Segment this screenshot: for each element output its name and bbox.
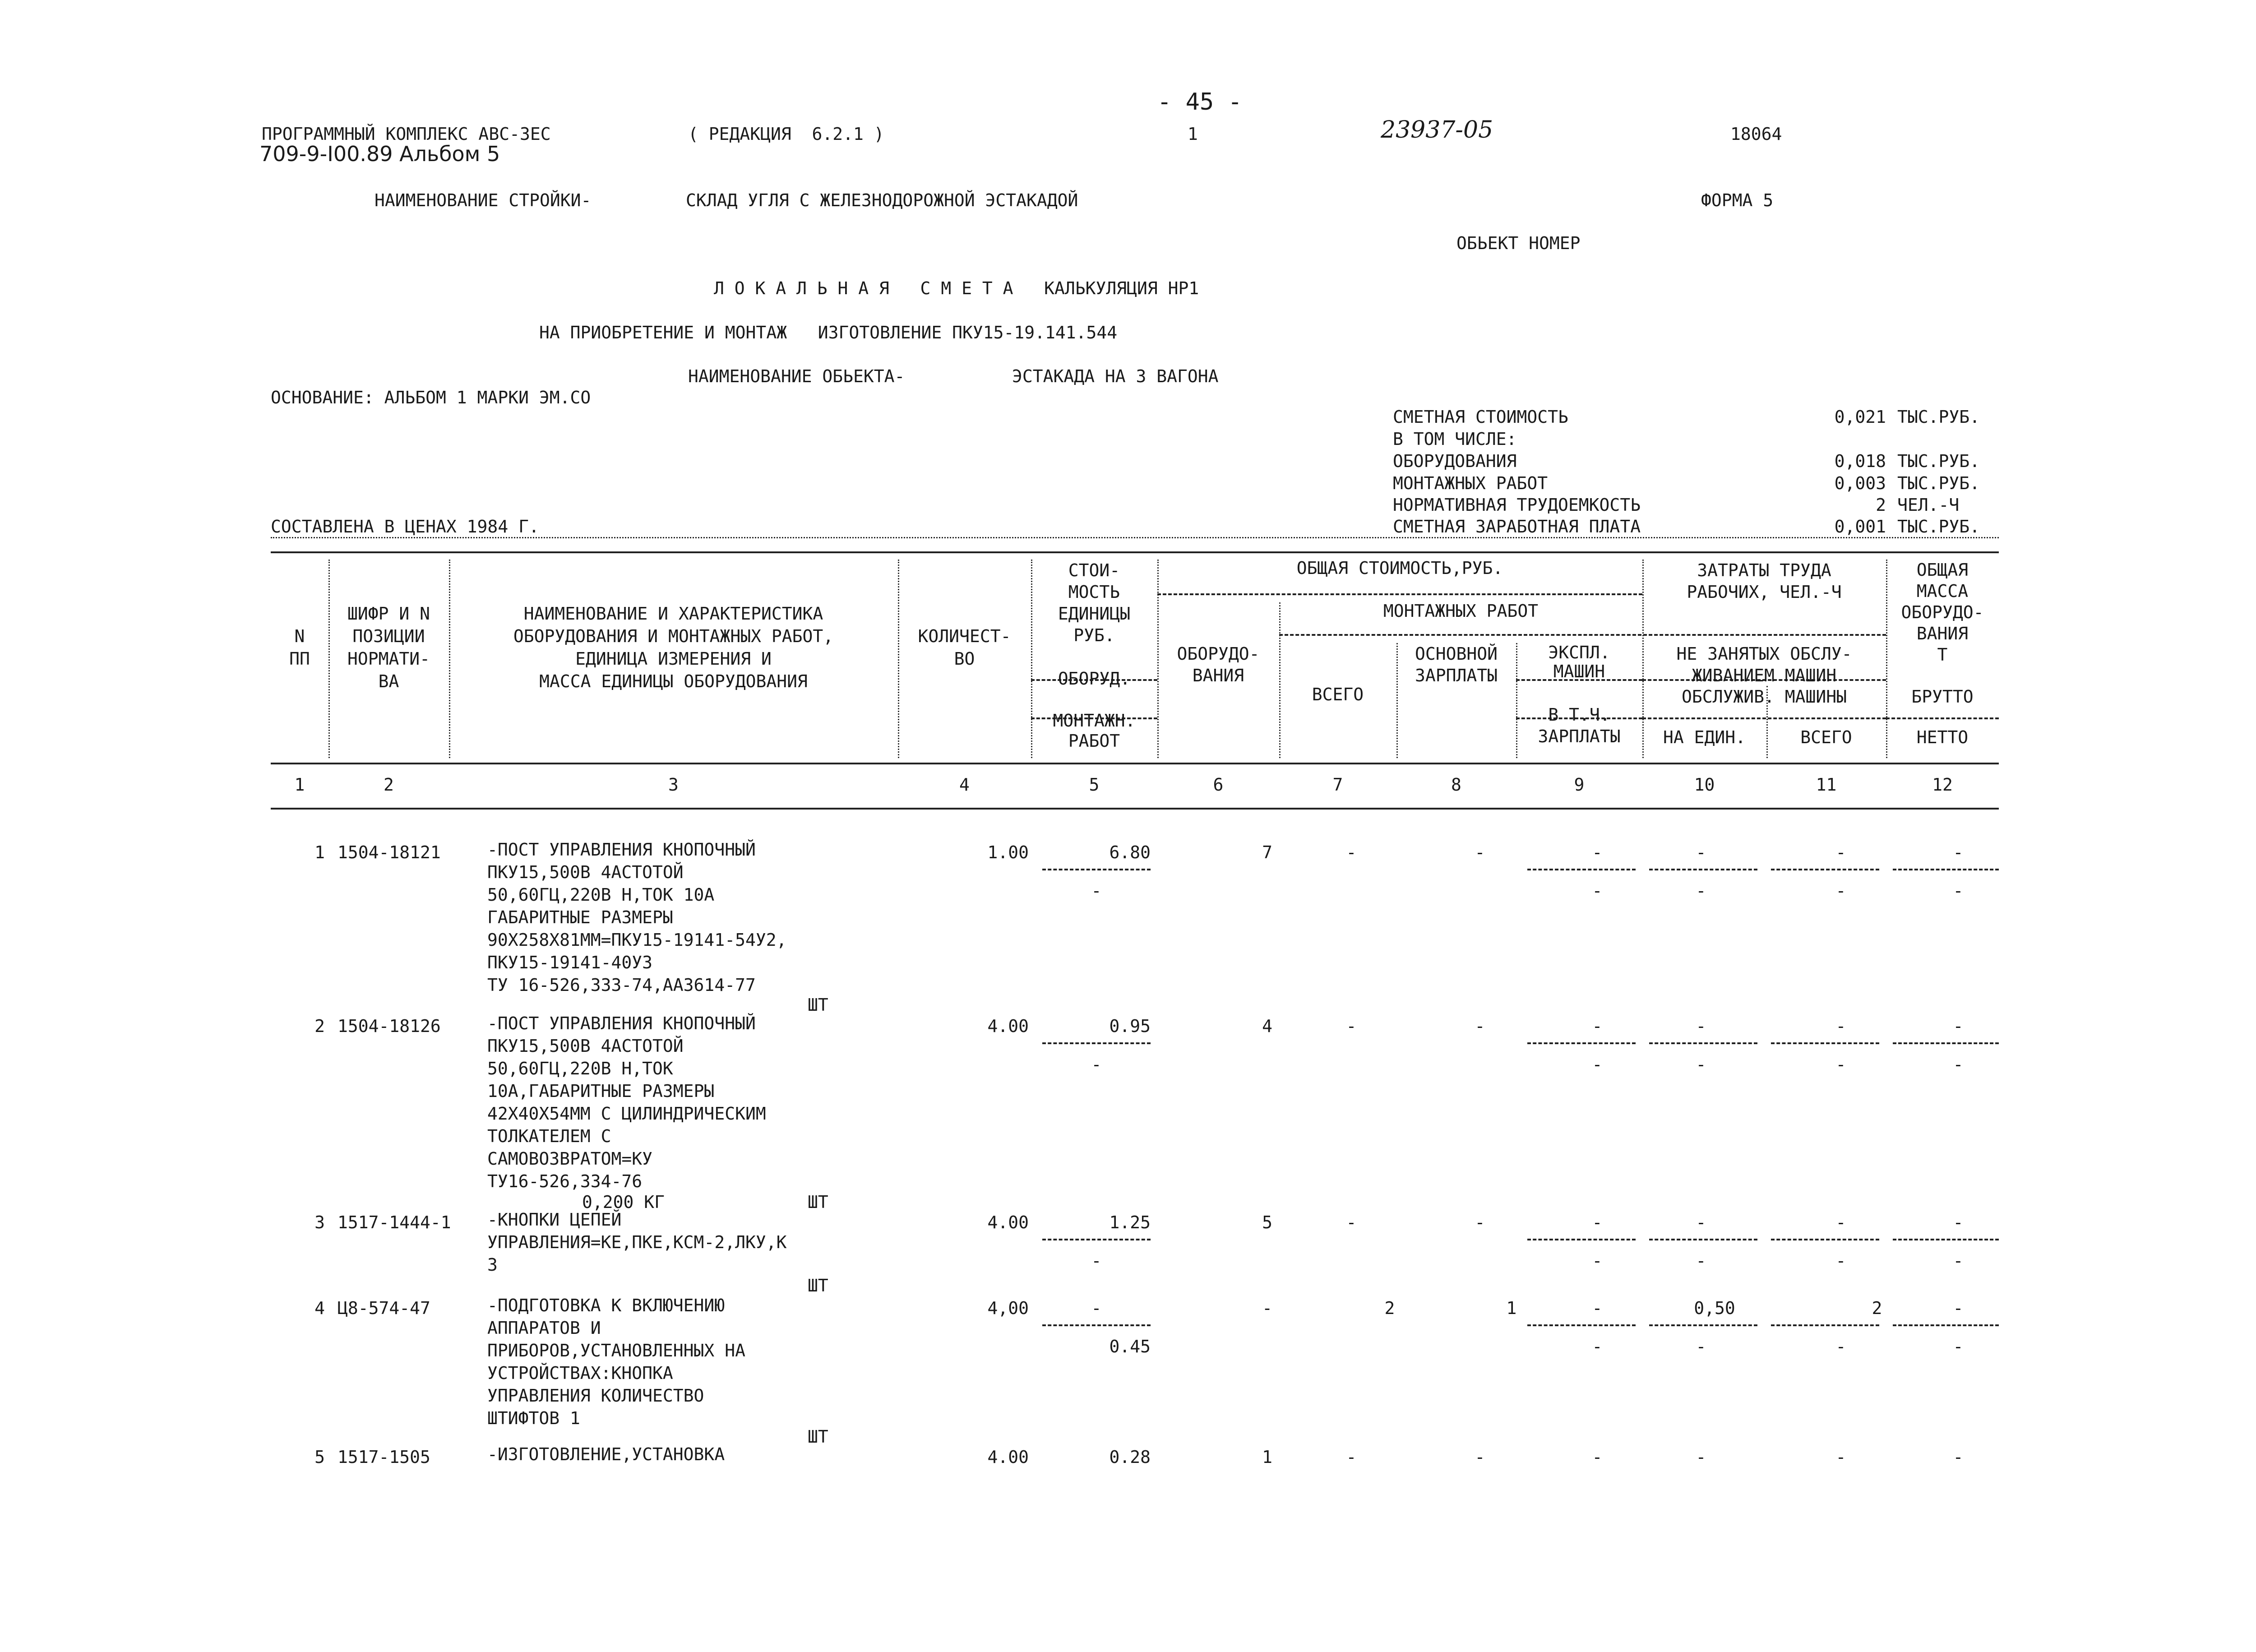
program-name: ПРОГРАММНЫЙ КОМПЛЕКС АВС-3ЕС bbox=[262, 124, 551, 144]
summary-unit: ТЫС.РУБ. bbox=[1897, 451, 1980, 471]
col-header-total-cost: ОБЩАЯ СТОИМОСТЬ,РУБ. bbox=[1296, 558, 1503, 578]
row-underline bbox=[1893, 869, 1999, 870]
row-qty: 1.00 bbox=[987, 842, 1029, 862]
row-mont-unit-cost: - bbox=[1091, 1251, 1102, 1271]
summary-label: ОБОРУДОВАНИЯ bbox=[1393, 451, 1517, 471]
row-qty: 4,00 bbox=[987, 1298, 1029, 1318]
row-machines: - bbox=[1592, 1212, 1603, 1232]
col-number: 8 bbox=[1451, 775, 1461, 795]
col-header-total-labor: ВСЕГО bbox=[1800, 727, 1852, 747]
row-labor-total-mach: - bbox=[1835, 1055, 1846, 1074]
row-mont-total: - bbox=[1346, 842, 1357, 862]
row-underline bbox=[1042, 869, 1151, 870]
row-equip-unit-cost: 6.80 bbox=[1109, 842, 1151, 862]
row-code: 1517-1444-1 bbox=[337, 1212, 451, 1232]
row-mass-net: - bbox=[1953, 1251, 1964, 1271]
col-header-labor-machines: ОБСЛУЖИВ. МАШИНЫ bbox=[1681, 687, 1847, 707]
summary-label: МОНТАЖНЫХ РАБОТ bbox=[1393, 473, 1548, 493]
row-mass-gross: - bbox=[1953, 1212, 1964, 1232]
row-labor-total-mach: - bbox=[1835, 881, 1846, 901]
row-qty: 4.00 bbox=[987, 1016, 1029, 1036]
row-machines: - bbox=[1592, 1016, 1603, 1036]
row-description: -ПОСТ УПРАВЛЕНИЯ КНОПОЧНЫЙ ПКУ15,500В 4АСТОТОЙ 50,60ГЦ,220В Н,ТОК 10А,ГАБАРИТНЫЕ РАЗМЕРЫ 42Х40Х54ММ С ЦИЛИНДРИЧЕСКИМ ТОЛКАТЕЛЕМ С САМОВОЗВРАТОМ=КУ ТУ16-526,334-76 bbox=[487, 1013, 766, 1191]
row-machines-salary: - bbox=[1592, 1337, 1603, 1356]
row-underline bbox=[1042, 1239, 1151, 1240]
row-equipment-total: 1 bbox=[1262, 1447, 1272, 1467]
summary-label: СМЕТНАЯ СТОИМОСТЬ bbox=[1393, 407, 1568, 427]
col-number: 1 bbox=[294, 775, 305, 795]
row-qty: 4.00 bbox=[987, 1447, 1029, 1467]
summary-unit: ЧЕЛ.-Ч bbox=[1897, 495, 1960, 515]
row-number: 5 bbox=[314, 1447, 325, 1467]
row-underline bbox=[1527, 1239, 1636, 1240]
row-underline bbox=[1527, 1042, 1636, 1044]
col-header-base-salary: ОСНОВНОЙ ЗАРПЛАТЫ bbox=[1415, 644, 1498, 685]
row-labor-total-mach: - bbox=[1835, 1337, 1846, 1356]
col-number: 3 bbox=[668, 775, 679, 795]
row-number: 3 bbox=[314, 1212, 325, 1232]
row-base-salary: - bbox=[1475, 1212, 1485, 1232]
row-mass-net: - bbox=[1953, 881, 1964, 901]
header-sub-line bbox=[1157, 593, 1642, 595]
row-equipment-total: 5 bbox=[1262, 1212, 1272, 1232]
row-machines-salary: - bbox=[1592, 1055, 1603, 1074]
object-value: ЭСТАКАДА НА 3 ВАГОНА bbox=[1012, 366, 1219, 386]
row-labor-unit: 0,50 bbox=[1694, 1298, 1735, 1318]
construction-value: СКЛАД УГЛЯ С ЖЕЛЕЗНОДОРОЖНОЙ ЭСТАКАДОЙ bbox=[686, 190, 1078, 210]
row-equipment-total: - bbox=[1262, 1298, 1272, 1318]
col-header-mont-unit: МОНТАЖН. РАБОТ bbox=[1053, 711, 1136, 751]
row-labor-total: 2 bbox=[1872, 1298, 1882, 1318]
row-mass-gross: - bbox=[1953, 1447, 1964, 1467]
col-header-net: НЕТТО bbox=[1916, 727, 1969, 747]
col-header-labor-not-machines: НЕ ЗАНЯТЫХ ОБСЛУ- ЖИВАНИЕМ МАШИН bbox=[1676, 644, 1852, 685]
form-number: ФОРМА 5 bbox=[1701, 190, 1774, 210]
row-unit: ШТ bbox=[808, 1192, 828, 1212]
col-number: 4 bbox=[959, 775, 970, 795]
col-number: 2 bbox=[384, 775, 394, 795]
col-header-unit-cost: СТОИ- МОСТЬ ЕДИНИЦЫ РУБ. bbox=[1058, 560, 1131, 645]
row-equipment-total: 4 bbox=[1262, 1016, 1272, 1036]
row-mont-unit-cost: 0.45 bbox=[1109, 1337, 1151, 1356]
row-underline bbox=[1649, 869, 1757, 870]
row-number: 2 bbox=[314, 1016, 325, 1036]
row-unit: ШТ bbox=[808, 1427, 828, 1447]
row-mont-total: - bbox=[1346, 1016, 1357, 1036]
construction-label: НАИМЕНОВАНИЕ СТРОЙКИ- bbox=[374, 190, 592, 210]
summary-value: 0,001 bbox=[1834, 517, 1886, 537]
row-mont-total: - bbox=[1346, 1447, 1357, 1467]
row-labor-total: - bbox=[1835, 1016, 1846, 1036]
row-mass-gross: - bbox=[1953, 842, 1964, 862]
col-header-equip-unit: ОБОРУД. bbox=[1058, 669, 1131, 689]
sheet-number: 1 bbox=[1188, 124, 1198, 144]
row-labor-unit-mach: - bbox=[1696, 1337, 1706, 1356]
document-title: Л О К А Л Ь Н А Я С М Е Т А КАЛЬКУЛЯЦИЯ НР1 bbox=[714, 278, 1199, 298]
row-mass-net: - bbox=[1953, 1337, 1964, 1356]
row-underline bbox=[1527, 869, 1636, 870]
row-equipment-total: 7 bbox=[1262, 842, 1272, 862]
row-mont-unit-cost: - bbox=[1091, 881, 1102, 901]
col-number: 12 bbox=[1932, 775, 1953, 795]
compiled-dotted-line bbox=[271, 537, 1999, 538]
row-labor-total: - bbox=[1835, 1212, 1846, 1232]
compiled-line: СОСТАВЛЕНА В ЦЕНАХ 1984 Г. bbox=[271, 517, 539, 537]
object-number: ОБЬЕКТ НОМЕР bbox=[1456, 233, 1581, 253]
row-unit: ШТ bbox=[808, 1276, 828, 1296]
col-header-n: N ПП bbox=[289, 626, 310, 669]
col-number: 9 bbox=[1574, 775, 1585, 795]
edition: ( РЕДАКЦИЯ 6.2.1 ) bbox=[688, 124, 884, 144]
row-equip-unit-cost: - bbox=[1091, 1298, 1102, 1318]
row-labor-unit-mach: - bbox=[1696, 881, 1706, 901]
row-machines-salary: - bbox=[1592, 881, 1603, 901]
row-underline bbox=[1771, 1324, 1879, 1326]
row-machines: - bbox=[1592, 842, 1603, 862]
row-underline bbox=[1893, 1324, 1999, 1326]
row-labor-total: - bbox=[1835, 1447, 1846, 1467]
row-underline bbox=[1893, 1239, 1999, 1240]
row-machines-salary: - bbox=[1592, 1251, 1603, 1271]
summary-value: 0,003 bbox=[1834, 473, 1886, 493]
row-labor-unit-mach: - bbox=[1696, 1055, 1706, 1074]
summary-label: В ТОМ ЧИСЛЕ: bbox=[1393, 429, 1517, 449]
row-description: -КНОПКИ ЦЕПЕЙ УПРАВЛЕНИЯ=КЕ,ПКЕ,КСМ-2,ЛКУ,К 3 bbox=[487, 1210, 787, 1275]
header-bottom-line bbox=[271, 763, 1999, 764]
summary-value: 2 bbox=[1876, 495, 1886, 515]
row-labor-total-mach: - bbox=[1835, 1251, 1846, 1271]
object-label: НАИМЕНОВАНИЕ ОБЬЕКТА- bbox=[688, 366, 905, 386]
col-header-machines: ЭКСПЛ. МАШИН bbox=[1548, 643, 1610, 681]
row-mont-total: - bbox=[1346, 1212, 1357, 1232]
col-header-mass: ОБЩАЯ МАССА ОБОРУДО- ВАНИЯ Т bbox=[1901, 560, 1984, 665]
purpose-line: НА ПРИОБРЕТЕНИЕ И МОНТАЖ ИЗГОТОВЛЕНИЕ ПКУ15-19.141.544 bbox=[539, 323, 1118, 342]
row-base-salary: - bbox=[1475, 1447, 1485, 1467]
page-number: - 45 - bbox=[1157, 88, 1242, 116]
col-header-code: ШИФР И N ПОЗИЦИИ НОРМАТИ- ВА bbox=[347, 604, 430, 691]
row-underline bbox=[1771, 869, 1879, 870]
summary-label: НОРМАТИВНАЯ ТРУДОЕМКОСТЬ bbox=[1393, 495, 1641, 515]
row-code: 1504-18121 bbox=[337, 842, 441, 862]
col-header-labor: ЗАТРАТЫ ТРУДА РАБОЧИХ, ЧЕЛ.-Ч bbox=[1687, 560, 1842, 602]
row-code: 1517-1505 bbox=[337, 1447, 430, 1467]
row-machines: - bbox=[1592, 1298, 1603, 1318]
row-mass: 0,200 КГ bbox=[582, 1192, 665, 1212]
row-underline bbox=[1042, 1042, 1151, 1044]
summary-unit: ТЫС.РУБ. bbox=[1897, 517, 1980, 537]
col-number: 6 bbox=[1213, 775, 1224, 795]
row-labor-unit: - bbox=[1696, 1212, 1706, 1232]
row-machines: - bbox=[1592, 1447, 1603, 1467]
col-header-gross: БРУТТО bbox=[1911, 687, 1974, 707]
row-qty: 4.00 bbox=[987, 1212, 1029, 1232]
header-sub-line bbox=[1279, 634, 1886, 636]
header-sub-line bbox=[1642, 717, 1886, 719]
row-equip-unit-cost: 1.25 bbox=[1109, 1212, 1151, 1232]
row-description: -ПОДГОТОВКА К ВКЛЮЧЕНИЮ АППАРАТОВ И ПРИБОРОВ,УСТАНОВЛЕННЫХ НА УСТРОЙСТВАХ:КНОПКА УПРАВЛЕНИЯ КОЛИЧЕСТВО ШТИФТОВ 1 bbox=[487, 1296, 745, 1428]
summary-label: СМЕТНАЯ ЗАРАБОТНАЯ ПЛАТА bbox=[1393, 517, 1641, 537]
row-number: 4 bbox=[314, 1298, 325, 1318]
row-equip-unit-cost: 0.95 bbox=[1109, 1016, 1151, 1036]
row-mass-net: - bbox=[1953, 1055, 1964, 1074]
album-reference: 709-9-I00.89 Альбом 5 bbox=[259, 142, 500, 166]
col-header-total: ВСЕГО bbox=[1312, 685, 1364, 704]
row-underline bbox=[1042, 1324, 1151, 1326]
row-labor-unit: - bbox=[1696, 1016, 1706, 1036]
summary-value: 0,021 bbox=[1834, 407, 1886, 427]
row-underline bbox=[1649, 1042, 1757, 1044]
row-underline bbox=[1771, 1239, 1879, 1240]
table-top-line bbox=[271, 551, 1999, 553]
row-underline bbox=[1527, 1324, 1636, 1326]
header-sub-line bbox=[1886, 717, 1999, 719]
row-labor-unit: - bbox=[1696, 1447, 1706, 1467]
row-underline bbox=[1893, 1042, 1999, 1044]
col-number: 5 bbox=[1089, 775, 1100, 795]
handwritten-code: 23937-05 bbox=[1381, 116, 1493, 143]
row-mass-gross: - bbox=[1953, 1016, 1964, 1036]
row-number: 1 bbox=[314, 842, 325, 862]
row-equip-unit-cost: 0.28 bbox=[1109, 1447, 1151, 1467]
row-unit: ШТ bbox=[808, 995, 828, 1015]
row-labor-unit: - bbox=[1696, 842, 1706, 862]
row-mass-gross: - bbox=[1953, 1298, 1964, 1318]
row-base-salary: - bbox=[1475, 1016, 1485, 1036]
col-number: 11 bbox=[1816, 775, 1837, 795]
row-labor-total: - bbox=[1835, 842, 1846, 862]
basis-line: ОСНОВАНИЕ: АЛЬБОМ 1 МАРКИ ЭМ.СО bbox=[271, 388, 591, 407]
col-number: 10 bbox=[1694, 775, 1715, 795]
row-mont-total: 2 bbox=[1384, 1298, 1395, 1318]
row-description: -ПОСТ УПРАВЛЕНИЯ КНОПОЧНЫЙ ПКУ15,500В 4АСТОТОЙ 50,60ГЦ,220В Н,ТОК 10А ГАБАРИТНЫЕ РАЗМЕРЫ 90Х258Х81ММ=ПКУ15-19141-54У2, ПКУ15-19141-40У3 ТУ 16-526,333-74,АА3614-77 bbox=[487, 840, 787, 995]
row-underline bbox=[1649, 1324, 1757, 1326]
col-header-equipment: ОБОРУДО- ВАНИЯ bbox=[1177, 644, 1260, 685]
document-code: 18064 bbox=[1730, 124, 1782, 144]
col-header-incl-salary: В Т.Ч. ЗАРПЛАТЫ bbox=[1538, 705, 1621, 746]
summary-unit: ТЫС.РУБ. bbox=[1897, 407, 1980, 427]
col-header-per-unit: НА ЕДИН. bbox=[1663, 727, 1746, 747]
row-base-salary: - bbox=[1475, 842, 1485, 862]
row-labor-unit-mach: - bbox=[1696, 1251, 1706, 1271]
summary-unit: ТЫС.РУБ. bbox=[1897, 473, 1980, 493]
col-header-qty: КОЛИЧЕСТ- ВО bbox=[918, 626, 1011, 669]
row-description: -ИЗГОТОВЛЕНИЕ,УСТАНОВКА bbox=[487, 1444, 725, 1464]
col-number: 7 bbox=[1332, 775, 1343, 795]
summary-value: 0,018 bbox=[1834, 451, 1886, 471]
col-header-mont-works: МОНТАЖНЫХ РАБОТ bbox=[1383, 601, 1539, 621]
row-base-salary: 1 bbox=[1506, 1298, 1517, 1318]
numbers-bottom-line bbox=[271, 808, 1999, 810]
row-underline bbox=[1649, 1239, 1757, 1240]
row-code: 1504-18126 bbox=[337, 1016, 441, 1036]
row-underline bbox=[1771, 1042, 1879, 1044]
col-header-name: НАИМЕНОВАНИЕ И ХАРАКТЕРИСТИКА ОБОРУДОВАНИЯ И МОНТАЖНЫХ РАБОТ, ЕДИНИЦА ИЗМЕРЕНИЯ И МАССА ЕДИНИЦЫ ОБОРУДОВАНИЯ bbox=[513, 604, 834, 691]
row-code: Ц8-574-47 bbox=[337, 1298, 430, 1318]
row-mont-unit-cost: - bbox=[1091, 1055, 1102, 1074]
col-sep bbox=[1279, 602, 1281, 758]
